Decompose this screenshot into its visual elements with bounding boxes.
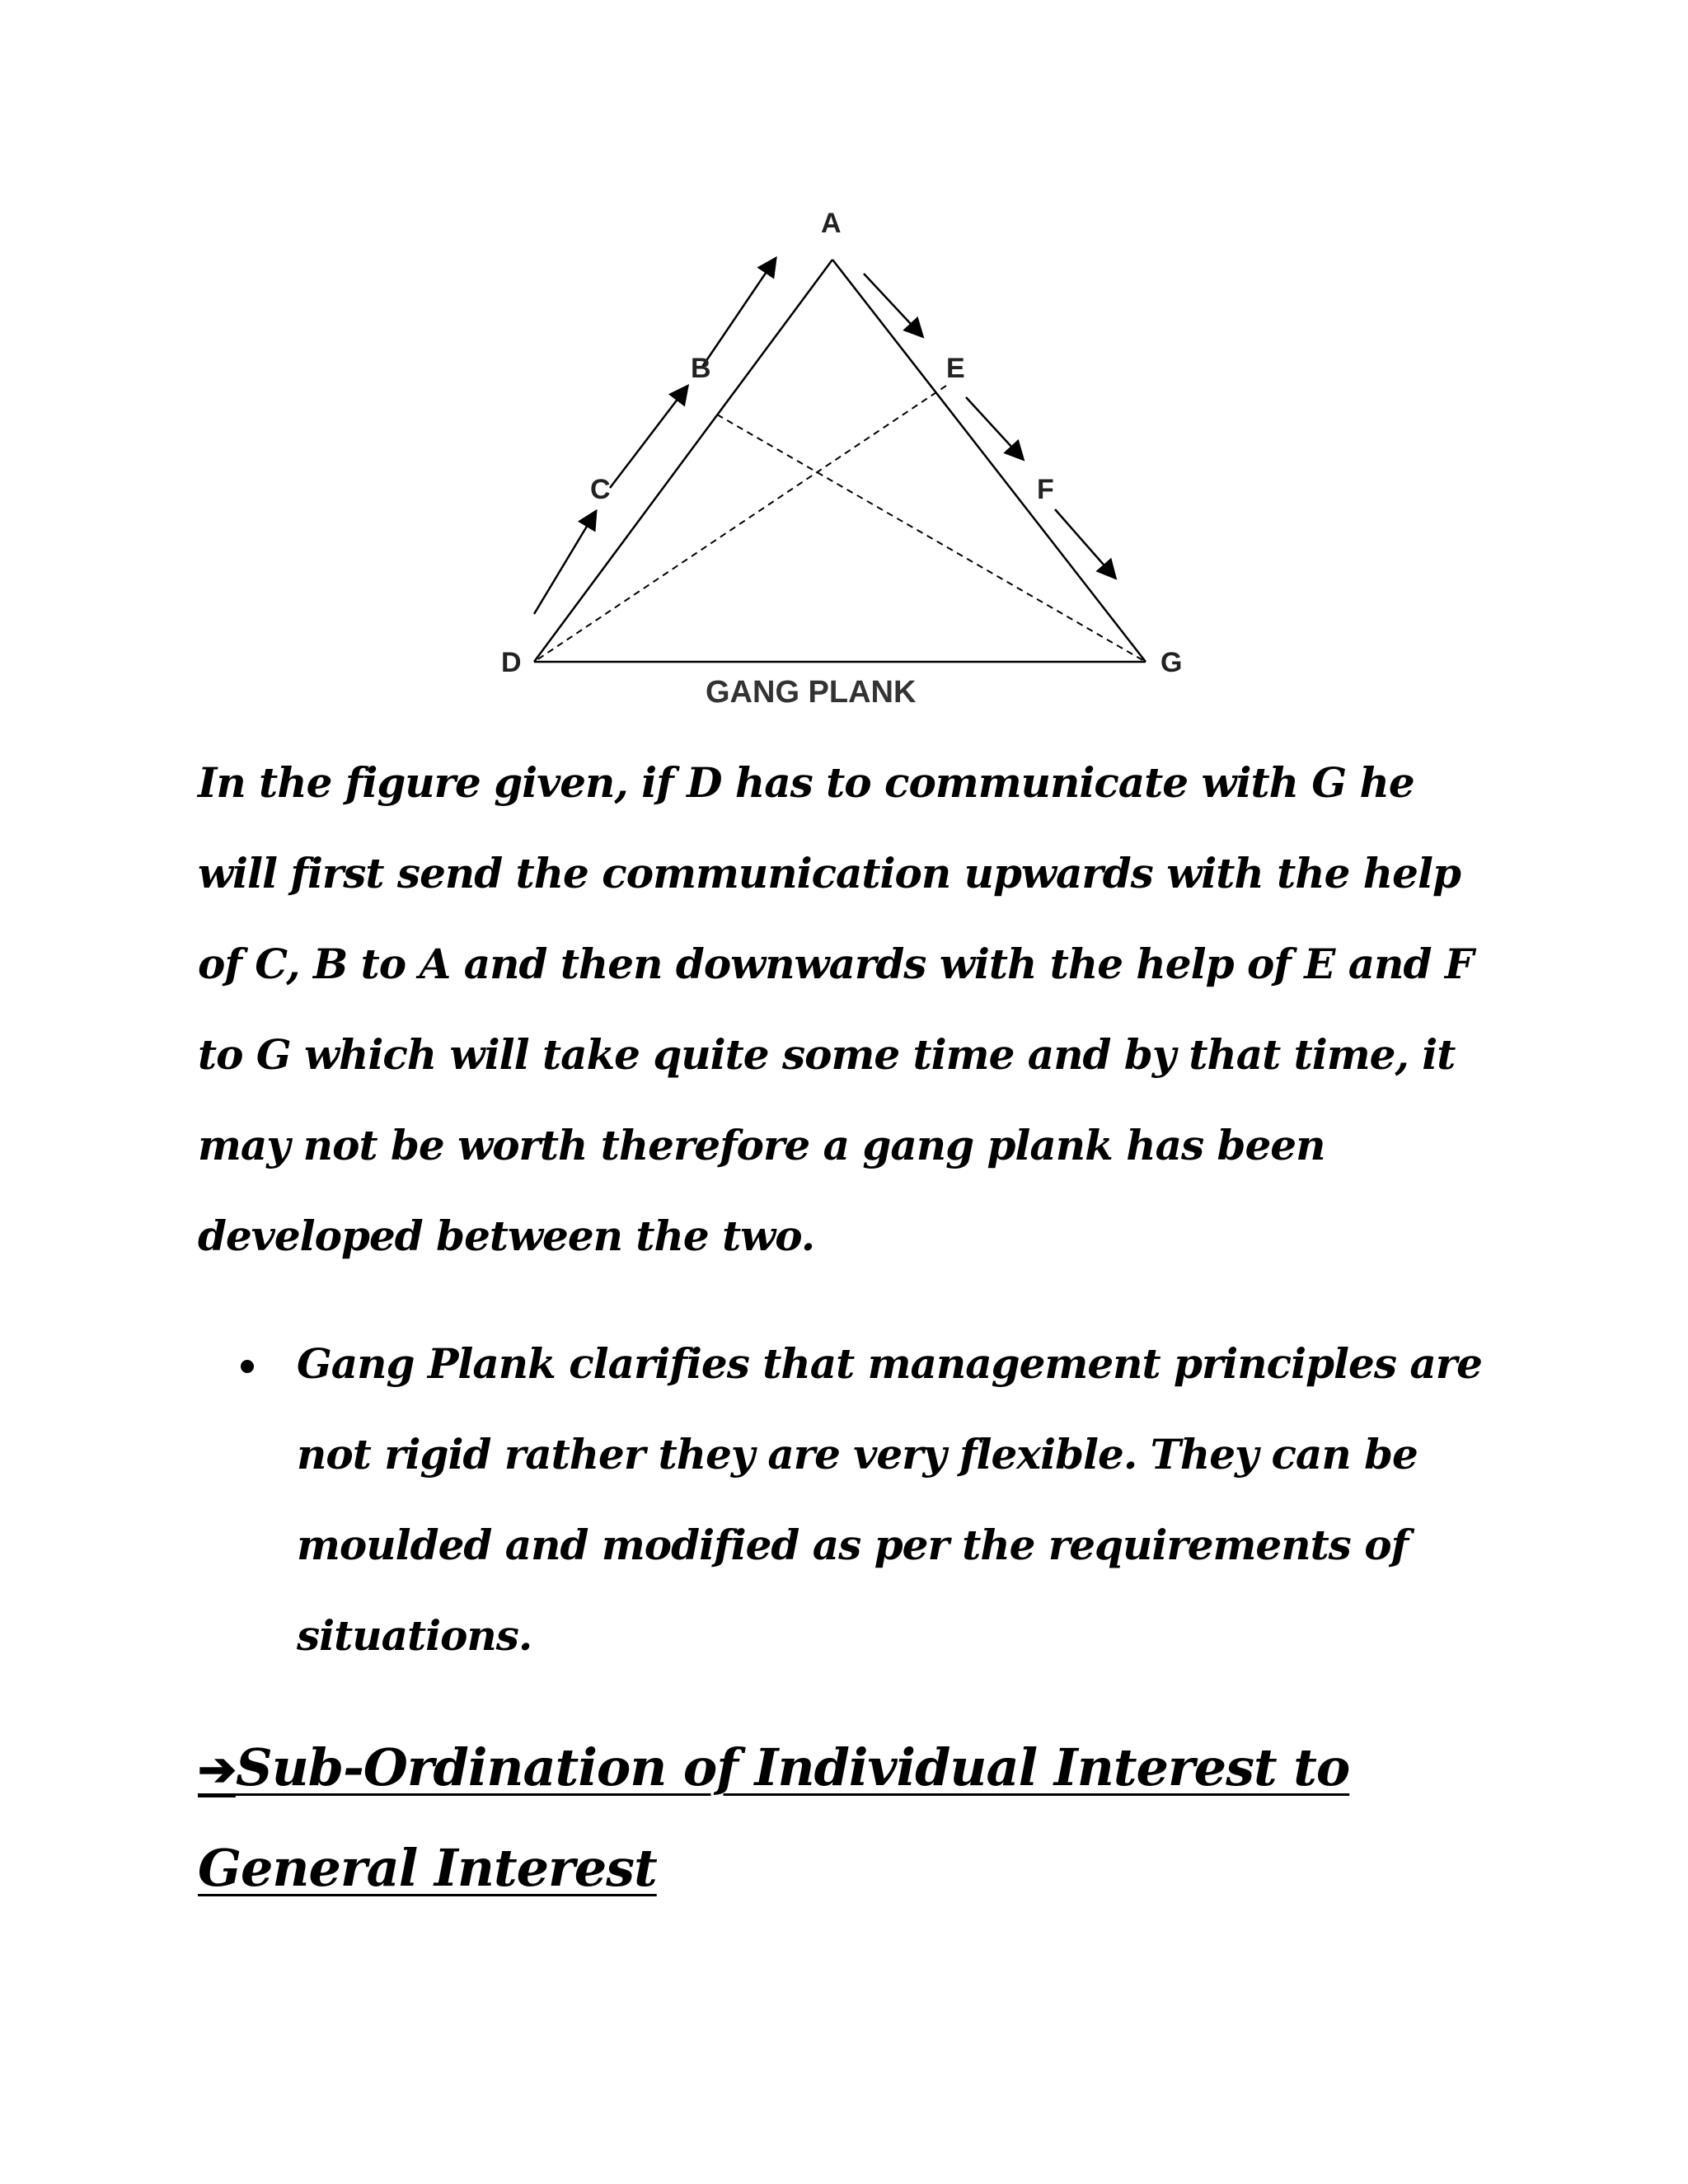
label-g: G [1160, 647, 1183, 678]
arrow-f-to-g [1055, 509, 1114, 577]
arrow-a-to-e [864, 274, 921, 335]
arrow-e-to-f [966, 397, 1022, 458]
bullet-text: Gang Plank clarifies that management principles are not rigid rather they are very flexible. They can be moulded and modified as per the requirements of situations. [297, 1339, 1482, 1660]
triangle-side-right [832, 260, 1146, 662]
explanation-paragraph: In the figure given, if D has to communicate with G he will first send the communication upwards with the help of C, B to A and then downwards with the help of E and F to G which will take quite some time and by that time, it may not be worth therefore a gang plank has been developed between the two. [198, 758, 1474, 1260]
label-e: E [946, 353, 965, 384]
right-arrow-icon: ➔ [198, 1742, 236, 1797]
gang-plank-diagram [495, 198, 1220, 709]
gang-plank-caption: GANG PLANK [706, 675, 917, 709]
section-heading [198, 1718, 1484, 1918]
arrow-d-to-c [534, 513, 595, 614]
list-item [231, 1319, 1484, 1681]
label-f: F [1037, 474, 1054, 505]
bullet-dot-icon [241, 1360, 254, 1373]
label-a: A [821, 208, 842, 239]
label-b: B [691, 353, 711, 384]
heading-text: Sub-Ordination of Individual Interest to General Interest [198, 1737, 1350, 1898]
label-d: D [501, 647, 522, 678]
bullet-list [231, 1319, 1484, 1681]
label-c: C [590, 474, 611, 505]
triangle-side-left [534, 260, 832, 662]
